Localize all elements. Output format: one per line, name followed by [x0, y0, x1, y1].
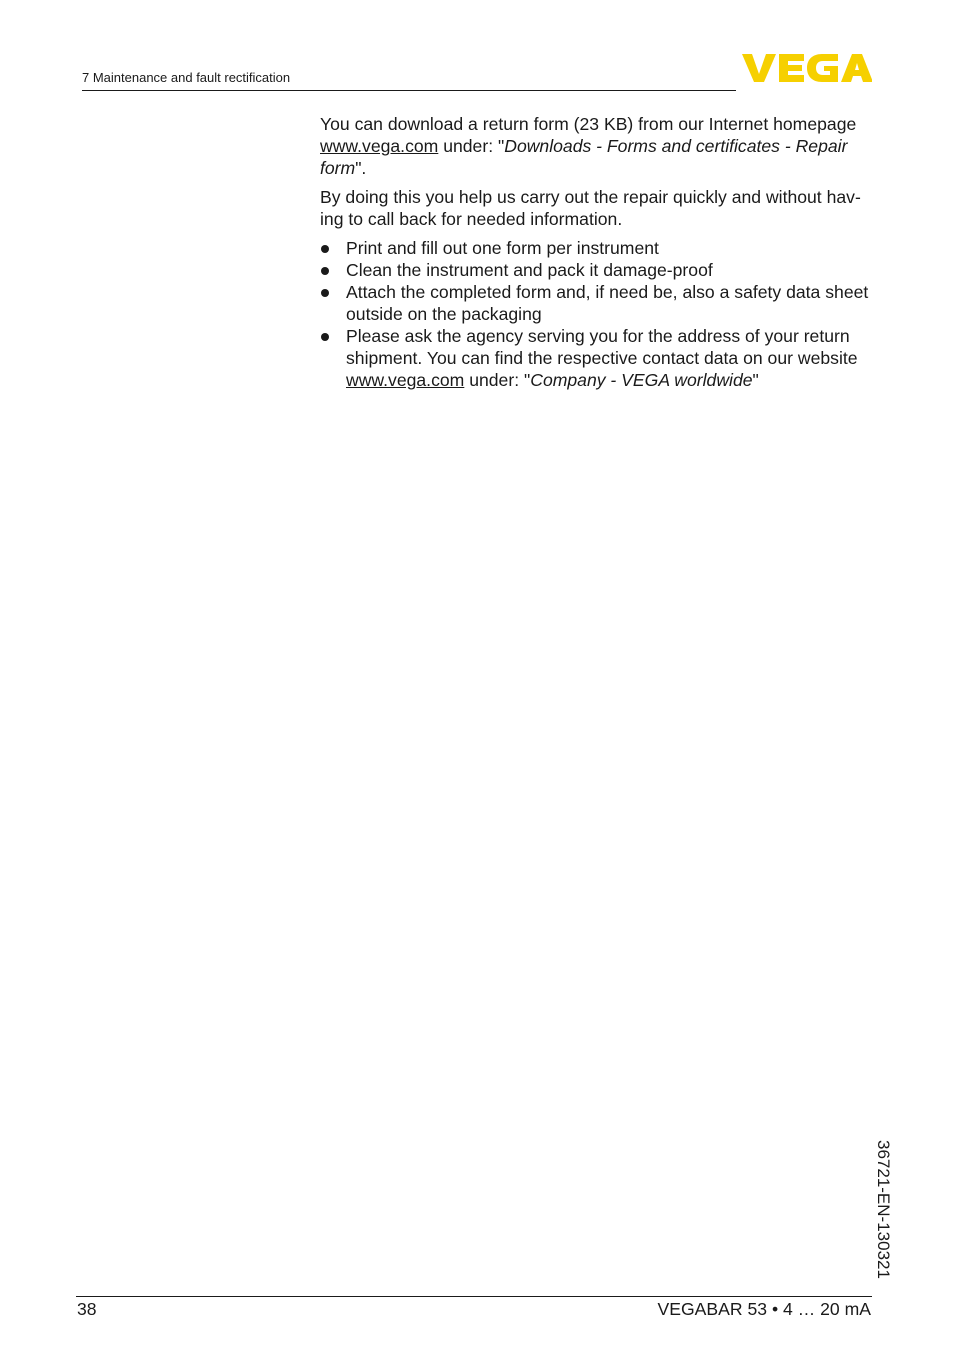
- bullet-icon: [321, 289, 329, 297]
- footer-divider: [76, 1296, 872, 1297]
- section-title: 7 Maintenance and fault rectification: [82, 70, 291, 85]
- page-number: 38: [77, 1299, 97, 1319]
- website-path: Company - VEGA worldwide: [530, 370, 753, 390]
- list-item: [320, 259, 876, 281]
- header-divider: [82, 90, 736, 91]
- vega-website-link[interactable]: www.vega.com: [320, 136, 439, 156]
- instructions-list: [320, 237, 876, 391]
- download-path: Downloads - Forms and certificates - Repair form: [320, 136, 848, 178]
- product-name: VEGABAR 53 • 4 … 20 mA: [657, 1299, 871, 1319]
- document-number: 36721-EN-130321: [874, 1140, 893, 1279]
- vega-logo-letters: [742, 54, 872, 82]
- bullet-icon: [321, 267, 329, 275]
- text-segment: under: ": [438, 136, 505, 156]
- vega-logo: [742, 52, 872, 84]
- vega-logo-text: VEGA: [742, 52, 745, 53]
- list-item-text: Clean the instrument and pack it damage-proof: [346, 260, 713, 280]
- repair-info-paragraph: By doing this you help us carry out the repair quickly and without hav-ing to call back for needed information.: [320, 187, 861, 229]
- list-item-text: Print and fill out one form per instrument: [346, 238, 659, 258]
- text-segment: ".: [355, 158, 367, 178]
- list-item: [320, 281, 876, 325]
- text-segment: under: ": [464, 370, 531, 390]
- list-item: [320, 237, 876, 259]
- return-form-paragraph: [320, 113, 876, 179]
- bullet-icon: [321, 333, 329, 341]
- main-content: [320, 113, 876, 391]
- text-segment: Please ask the agency serving you for the address of your return shipment. You can find the respective contact data on our website: [346, 326, 858, 368]
- bullet-icon: [321, 245, 329, 253]
- text-segment: You can download a return form (23 KB) from our Internet homepage: [320, 114, 857, 134]
- list-item-text: Attach the completed form and, if need be, also a safety data sheet outside on the packaging: [346, 282, 869, 324]
- list-item: [320, 325, 876, 391]
- vega-website-link[interactable]: www.vega.com: [346, 370, 465, 390]
- text-segment: ": [752, 370, 759, 390]
